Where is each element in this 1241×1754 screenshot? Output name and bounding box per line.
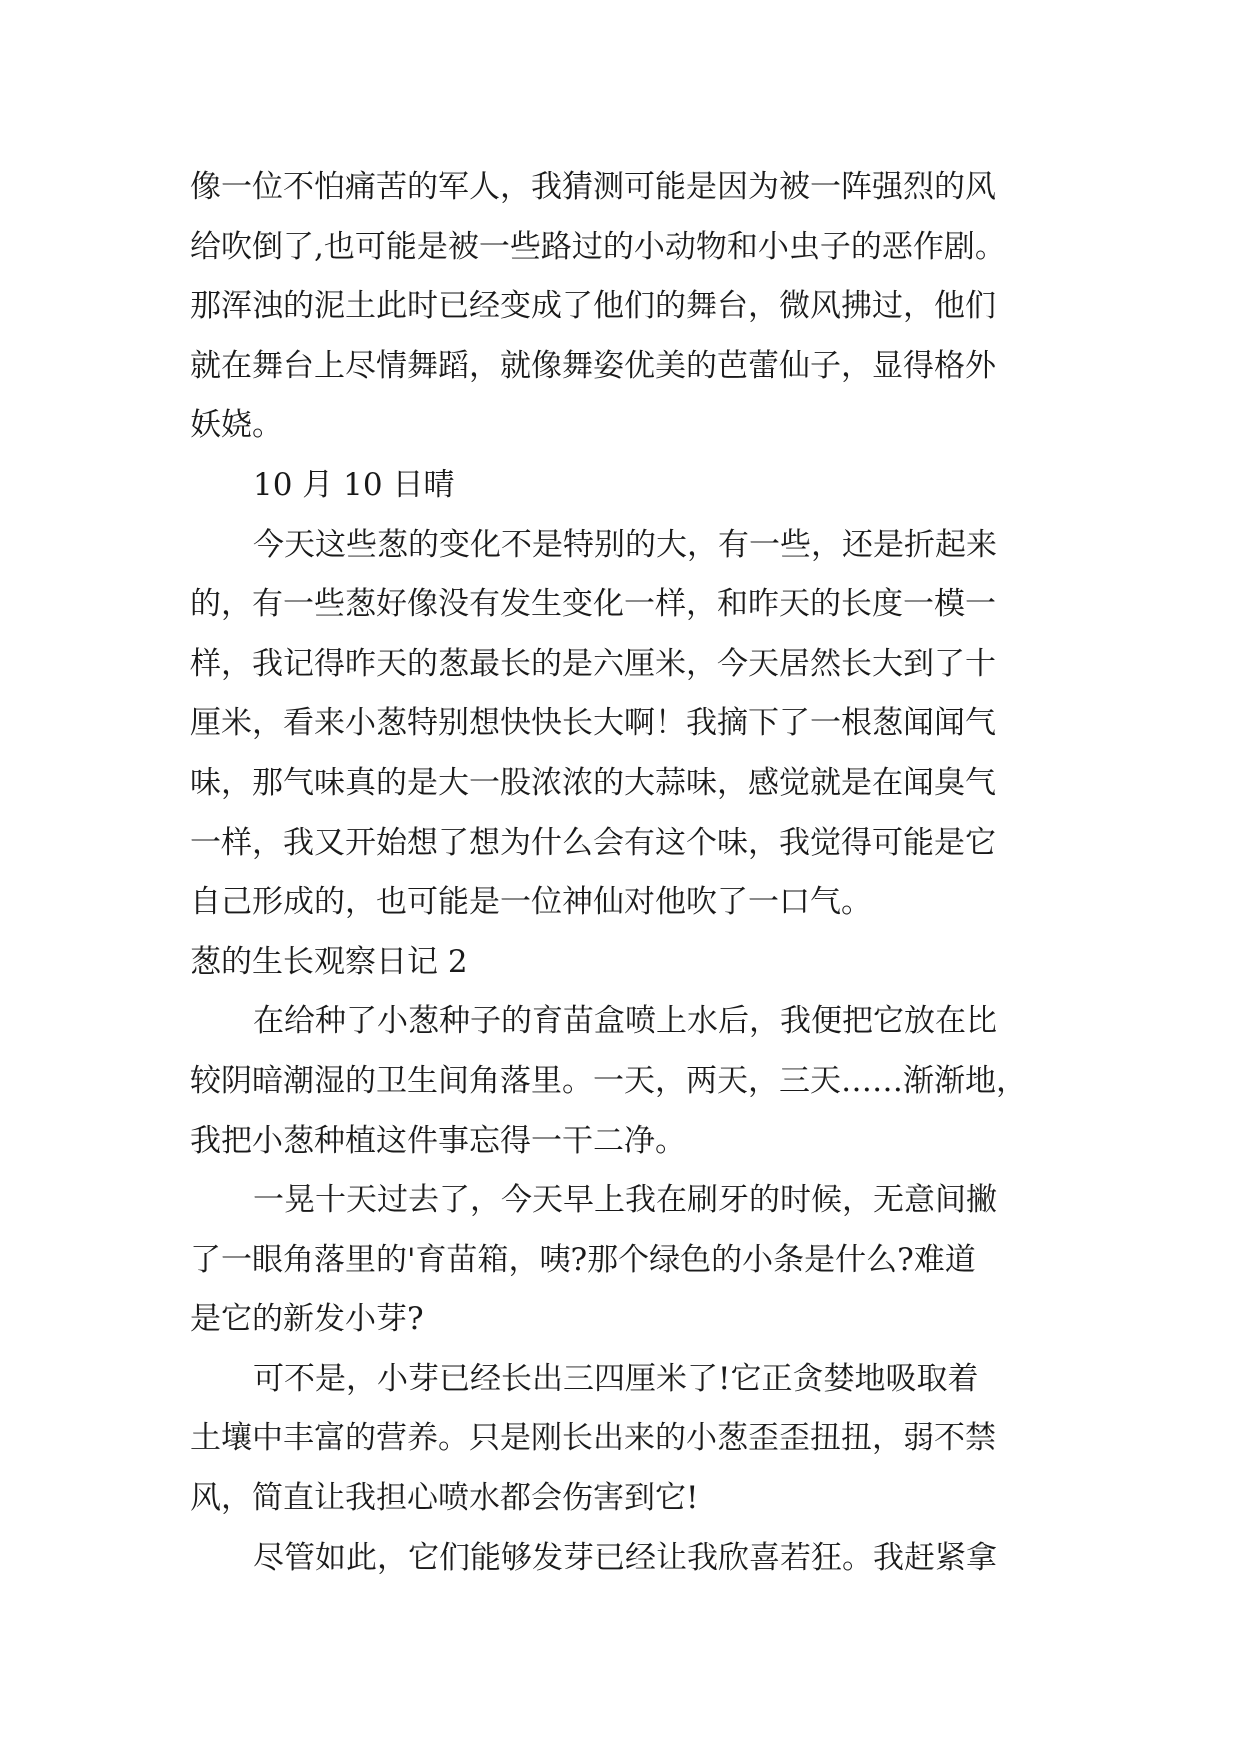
text-line: 妖娆。 <box>190 407 283 444</box>
text-line: 的，有一些葱好像没有发生变化一样，和昨天的长度一模一 <box>190 586 996 623</box>
text-line: 味，那气味真的是大一股浓浓的大蒜味，感觉就是在闻臭气 <box>190 764 996 801</box>
text-line: 在给种了小葱种子的育苗盒喷上水后，我便把它放在比 <box>253 1003 997 1040</box>
section-title: 葱的生长观察日记 2 <box>190 943 468 980</box>
text-line: 自己形成的，也可能是一位神仙对他吹了一口气。 <box>190 884 872 921</box>
text-line: 那浑浊的泥土此时已经变成了他们的舞台，微风拂过，他们 <box>190 288 996 325</box>
diary-date-heading: 10 月 10 日晴 <box>253 466 455 503</box>
text-line: 土壤中丰富的营养。只是刚长出来的小葱歪歪扭扭，弱不禁 <box>190 1420 996 1457</box>
text-line: 就在舞台上尽情舞蹈，就像舞姿优美的芭蕾仙子，显得格外 <box>190 347 996 384</box>
text-line: 较阴暗潮湿的卫生间角落里。一天，两天，三天……渐渐地， <box>190 1062 1027 1099</box>
text-line: 一样，我又开始想了想为什么会有这个味，我觉得可能是它 <box>190 824 996 861</box>
text-line: 样，我记得昨天的葱最长的是六厘米，今天居然长大到了十 <box>190 645 996 682</box>
body-text <box>190 158 1070 1588</box>
text-line: 了一眼角落里的'育苗箱，咦?那个绿色的小条是什么?难道 <box>190 1241 976 1278</box>
text-line: 尽管如此，它们能够发芽已经让我欣喜若狂。我赶紧拿 <box>253 1539 997 1576</box>
text-line: 今天这些葱的变化不是特别的大，有一些，还是折起来 <box>253 526 997 563</box>
text-line: 我把小葱种植这件事忘得一干二净。 <box>190 1122 686 1159</box>
text-line: 是它的新发小芽? <box>190 1301 424 1338</box>
text-line: 像一位不怕痛苦的军人，我猜测可能是因为被一阵强烈的风 <box>190 169 996 205</box>
text-line: 一晃十天过去了，今天早上我在刷牙的时候，无意间撇 <box>253 1182 997 1219</box>
text-line: 厘米，看来小葱特别想快快长大啊！我摘下了一根葱闻闻气 <box>190 705 996 742</box>
text-line: 可不是，小芽已经长出三四厘米了!它正贪婪地吸取着 <box>253 1360 979 1397</box>
text-line: 给吹倒了,也可能是被一些路过的小动物和小虫子的恶作剧。 <box>190 228 1006 265</box>
text-line: 风，简直让我担心喷水都会伤害到它! <box>190 1480 699 1517</box>
